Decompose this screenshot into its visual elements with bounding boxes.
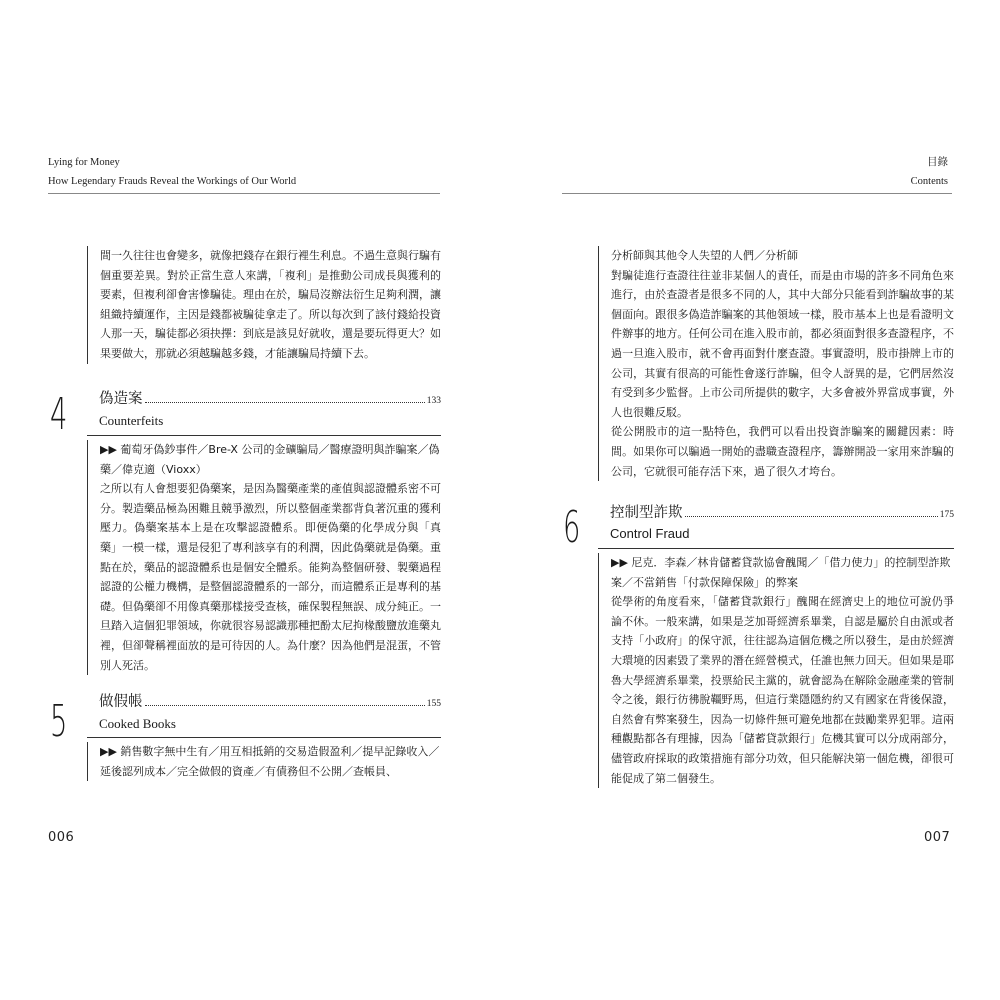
header-rule-left [48, 193, 440, 194]
section-title-en: Contents [910, 176, 948, 187]
chapter-6-title: 控制型詐欺 [610, 505, 683, 521]
leader-dots [145, 401, 425, 403]
chapter-5-title-row [99, 692, 441, 714]
chapter-5-rule [87, 737, 441, 738]
running-header-left [48, 153, 296, 191]
chapter-6-title-row [610, 503, 954, 525]
running-header-right [911, 153, 948, 191]
chapter-4-paragraph: 之所以有人會想要犯偽藥案，是因為醫藥產業的產值與認證體系密不可分。製造藥品極為困難且競爭激烈，所以整個產業都背負著沉重的獲利壓力。偽藥案基本上是在攻擊認證體系。即便偽藥的化學成分與「真藥」一模一樣，還是侵犯了專利該享有的利潤，因此偽藥就是偽藥。重點在於，藥品的認證體系也是個安全體系。能夠為整個研發、製藥過程認證的公權力機構，是整個認證體系的一部分，而這體系正是專利的基礎。但偽藥卻不用像真藥那樣接受查核，確保製程無誤、成分純正。一旦踏入這個犯罪領域，你就很容易認識那種把酚太尼拘椽酸鹽放進藥丸裡，但卻聲稱裡面放的是可待因的人。為什麼？因為他們是混蛋，不管別人死活。 [100, 482, 441, 672]
chapter-5-english-title: Cooked Books [99, 716, 176, 731]
page-number-right: 007 [924, 830, 951, 845]
chapter-5-page: 155 [426, 699, 441, 709]
chapter-6-page: 175 [939, 510, 954, 520]
chapter-5-subtitle: ▶▶ 銷售數字無中生有／用互相抵銷的交易造假盈利／提早記錄收入／延後認列成本／完全做假的資產／有債務但不公開／查帳員、 [100, 745, 440, 778]
book-title: Lying for Money [48, 157, 120, 168]
chapter-4-title: 偽造案 [99, 391, 143, 407]
chapter-number-5: 5 [50, 696, 68, 747]
chapter-6-english-title: Control Fraud [610, 526, 690, 541]
chapter-5-title: 做假帳 [99, 694, 143, 710]
header-rule-right [562, 193, 952, 194]
chapter-6-paragraph: 從學術的角度看來，「儲蓄貸款銀行」醜聞在經濟史上的地位可說仍爭論不休。一般來講，如果是芝加哥經濟系畢業，自認是屬於自由派或者支持「小政府」的保守派，往往認為這個危機之所以發生，是由於經濟大環境的因素毀了業界的潛在經營模式，任誰也無力回天。但如果是耶魯大學經濟系畢業，投票給民主黨的，就會認為在解除金融產業的管制令之後，銀行彷彿脫韁野馬，但這行業隱隱約約又有國家在背後保證，自然會有弊案發生，因為一切條件無可避免地都在鼓勵業界犯罪。這兩種觀點都各有理據，因為「儲蓄貸款銀行」危機其實可以分成兩部分，儘管政府採取的政策措施有部分功效，但只能解決第一個危機，卻很可能促成了第二個發生。 [611, 595, 954, 785]
intro-paragraph-right-2: 從公開股市的這一點特色，我們可以看出投資詐騙案的關鍵因素：時間。如果你可以騙過一開始的盡職查證程序，籌辦開設一家用來詐騙的公司，它就很可能存活下來，過了很久才垮台。 [611, 425, 954, 478]
chapter-4-rule [87, 435, 441, 436]
chapter-6-rule [598, 548, 954, 549]
section-heading-analysts: 分析師與其他令人失望的人們／分析師 [611, 249, 798, 262]
chapter-4-block [87, 440, 441, 675]
leader-dots [685, 515, 938, 517]
chapter-4-subtitle: ▶▶ 葡萄牙偽鈔事件／Bre-X 公司的金礦騙局／醫療證明與詐騙案／偽藥／偉克適（Vioxx） [100, 443, 440, 476]
chapter-4-title-row [99, 389, 441, 411]
intro-block-right [598, 246, 954, 481]
chapter-4-english-title: Counterfeits [99, 413, 164, 428]
chapter-number-6: 6 [563, 502, 581, 553]
chapter-6-block [598, 553, 954, 788]
leader-dots [145, 704, 425, 706]
chapter-4-page: 133 [426, 396, 441, 406]
intro-paragraph-left: 間一久往往也會變多，就像把錢存在銀行裡生利息。不過生意與行騙有個重要差異。對於正當生意人來講，「複利」是推動公司成長與獲利的要素，但複利卻會害慘騙徒。理由在於，騙局沒辦法衍生足夠利潤，讓組織持續運作，主因是錢都被騙徒拿走了。所以每次到了該付錢給投資人那一天，騙徒都必須抉擇：到底是該見好就收，還是要玩得更大？如果要做大，那就必須越騙越多錢，才能讓騙局持續下去。 [100, 249, 441, 360]
chapter-5-block [87, 742, 441, 781]
book-subtitle: How Legendary Frauds Reveal the Workings of Our World [48, 176, 297, 187]
chapter-number-4: 4 [50, 389, 68, 440]
section-title-zh: 目錄 [927, 157, 948, 168]
intro-block-left [87, 246, 441, 364]
page-number-left: 006 [48, 830, 75, 845]
chapter-6-subtitle: ▶▶ 尼克．李森／林肯儲蓄貸款協會醜聞／「借力使力」的控制型詐欺案／不當銷售「付款保障保險」的弊案 [611, 556, 951, 589]
intro-paragraph-right-1: 對騙徒進行查證往往並非某個人的責任，而是由市場的許多不同角色來進行，由於查證者是很多不同的人，其中大部分只能看到詐騙故事的某個面向。跟很多偽造詐騙案的其他領域一樣，股市基本上也是看證明文件辦事的地方。任何公司在進入股市前，都必須面對很多查證程序，不過一旦進入股市，就不會再面對什麼查證。事實證明，股市掛牌上市的公司，其實有很高的可能性會遂行詐騙，但令人訝異的是，它們居然沒有受到多少監督。上市公司所提供的數字，大多會被外界當成事實，外人也很難反駁。 [611, 268, 954, 419]
